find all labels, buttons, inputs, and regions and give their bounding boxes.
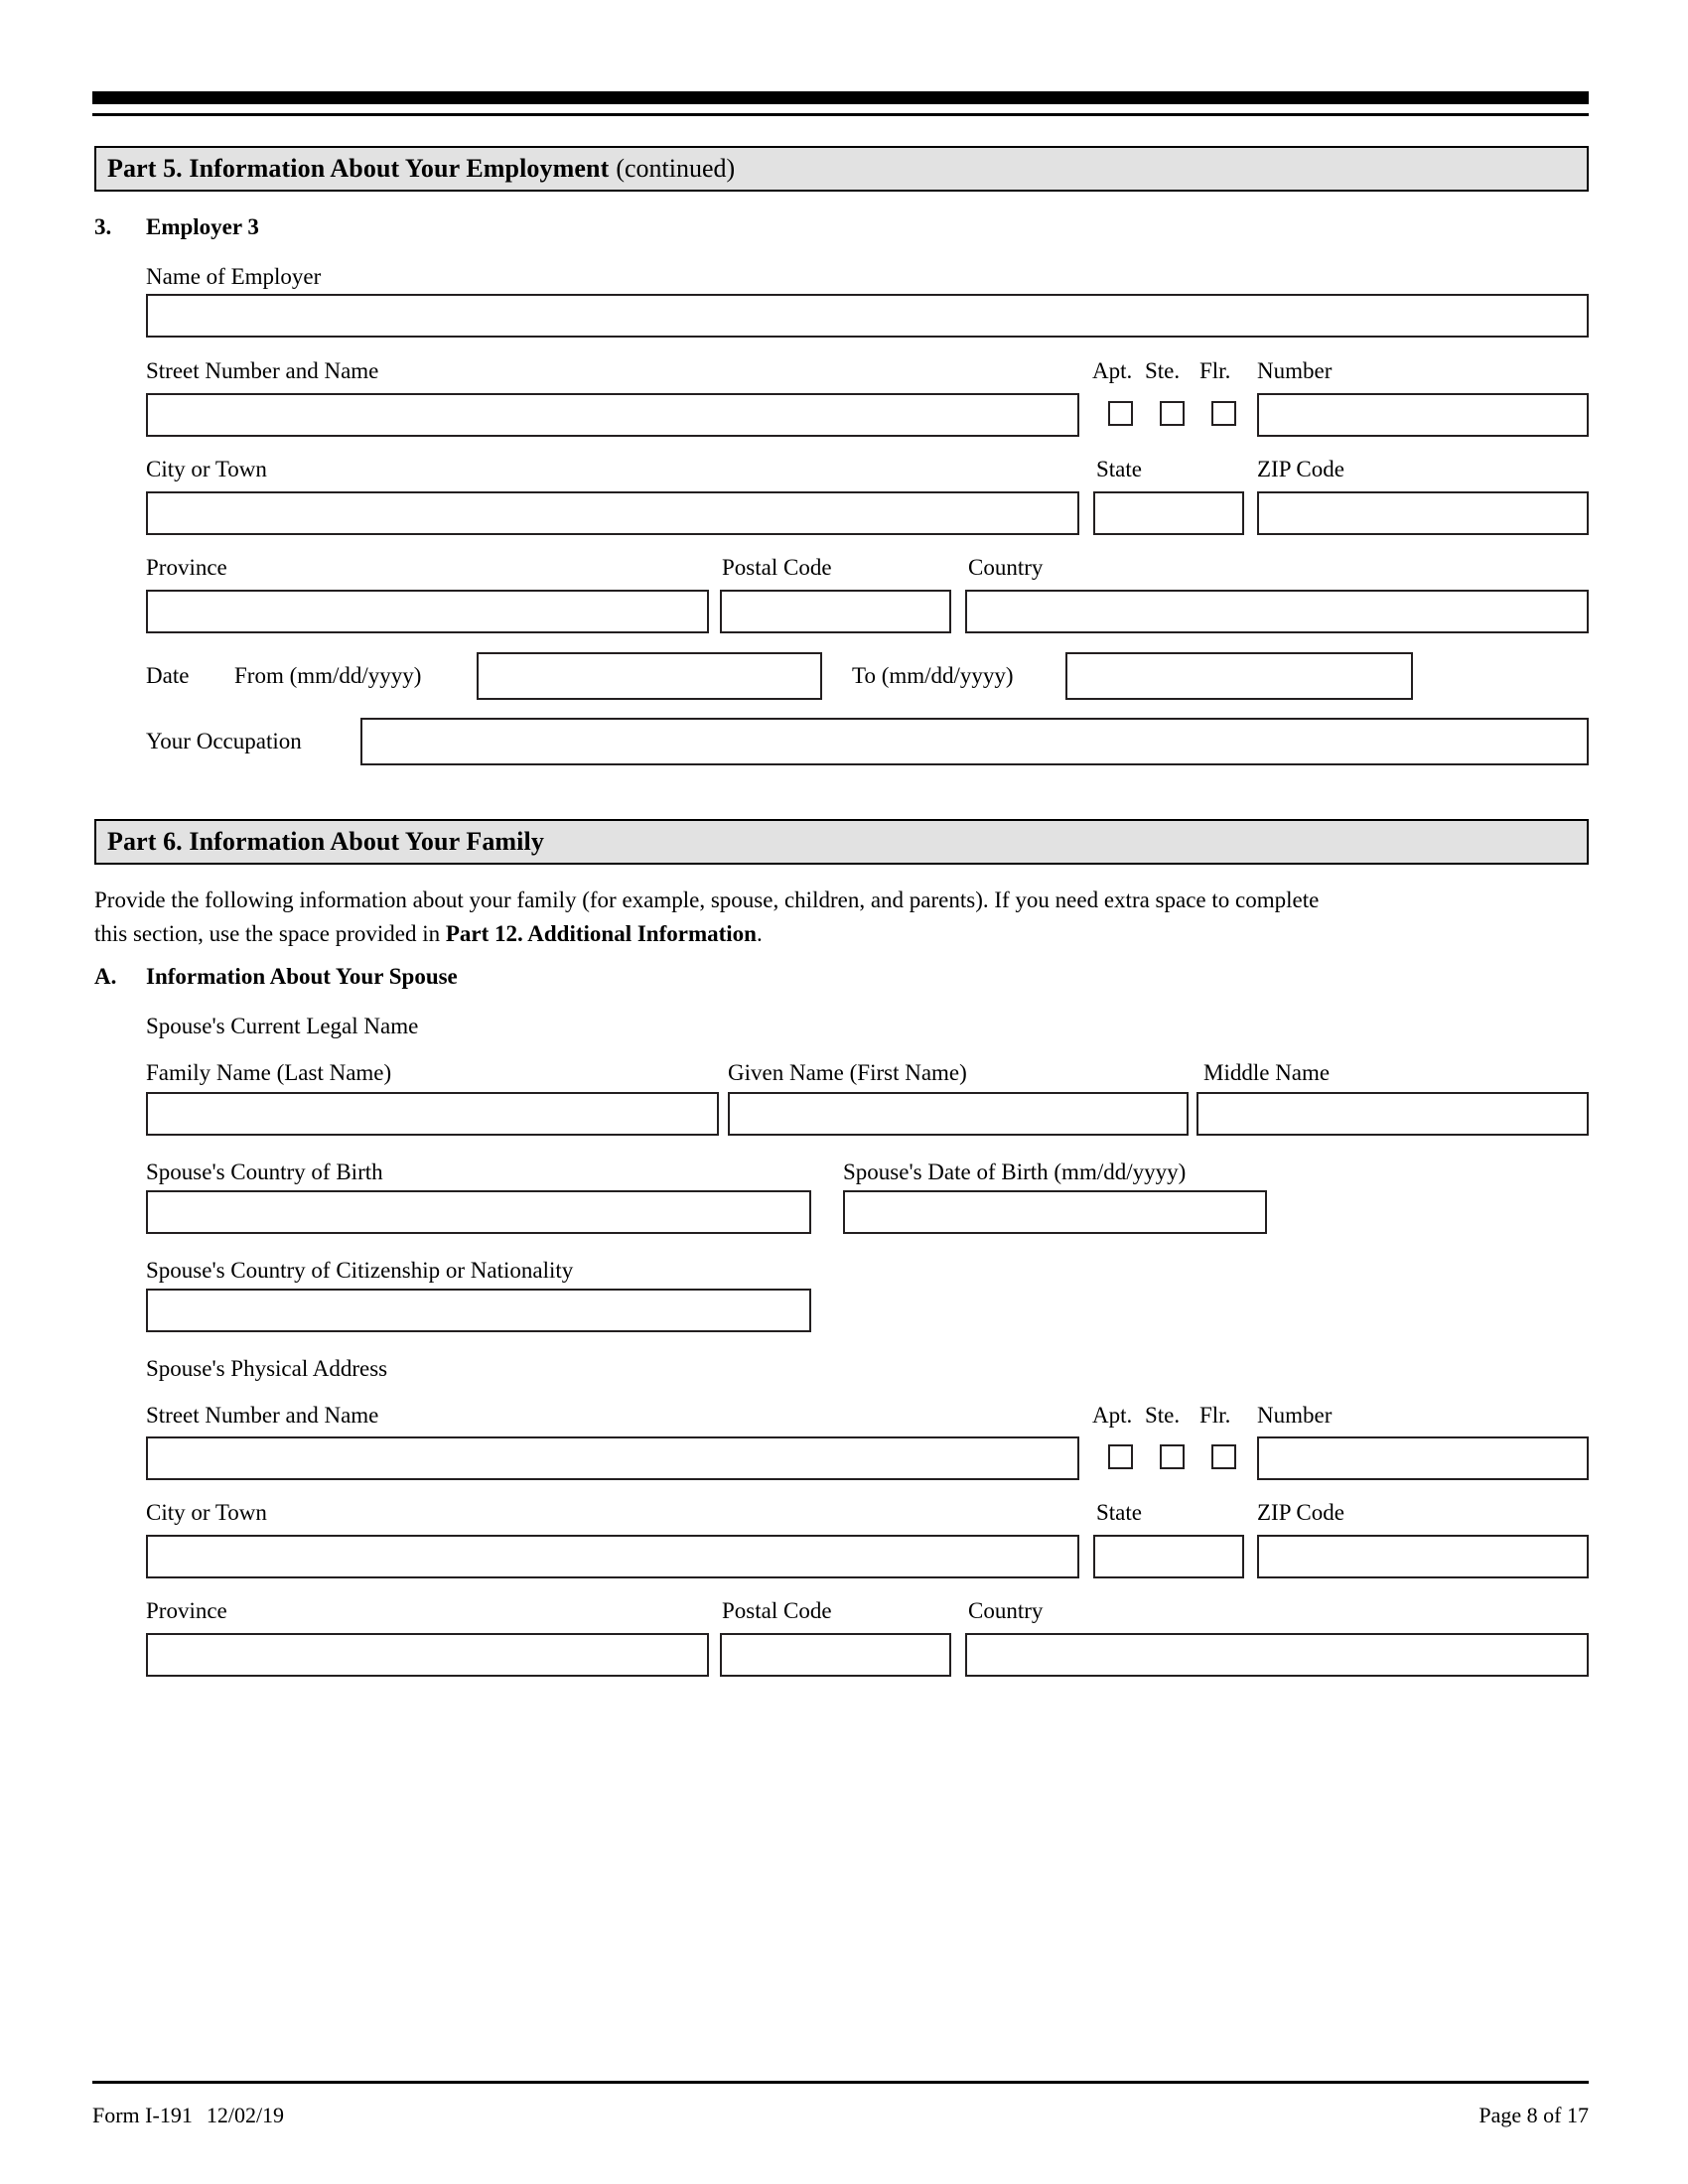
part6-header bbox=[94, 819, 1589, 865]
part5-item-title: Employer 3 bbox=[146, 214, 259, 239]
input-employer-state[interactable] bbox=[1093, 491, 1244, 535]
page-top-bar bbox=[92, 91, 1589, 104]
input-spouse-apt-number[interactable] bbox=[1257, 1436, 1589, 1480]
input-spouse-middle-name[interactable] bbox=[1196, 1092, 1589, 1136]
label-employer-occupation: Your Occupation bbox=[146, 729, 302, 753]
part6-intro-line2-pre: this section, use the space provided in bbox=[94, 921, 446, 946]
part6-intro-line1: Provide the following information about your family (for example, spouse, children, and parents). If you need extra space to complete bbox=[94, 887, 1320, 912]
checkbox-spouse-ste[interactable] bbox=[1160, 1444, 1185, 1469]
input-employer-occupation[interactable] bbox=[360, 718, 1589, 765]
label-spouse-physical-address: Spouse's Physical Address bbox=[146, 1356, 388, 1381]
label-spouse-apt: Apt. bbox=[1092, 1403, 1133, 1428]
label-spouse-legal-name: Spouse's Current Legal Name bbox=[146, 1014, 419, 1038]
label-employer-province: Province bbox=[146, 555, 227, 580]
part6-intro bbox=[94, 884, 1594, 951]
input-employer-country[interactable] bbox=[965, 590, 1589, 633]
checkbox-spouse-flr[interactable] bbox=[1211, 1444, 1236, 1469]
footer-rule bbox=[92, 2081, 1589, 2084]
part5-item-number: 3. bbox=[94, 214, 112, 239]
input-spouse-given-name[interactable] bbox=[728, 1092, 1189, 1136]
input-spouse-city[interactable] bbox=[146, 1535, 1079, 1578]
label-employer-date: Date bbox=[146, 663, 190, 688]
label-employer-state: State bbox=[1096, 457, 1142, 481]
input-spouse-citizenship[interactable] bbox=[146, 1289, 811, 1332]
input-employer-apt-number[interactable] bbox=[1257, 393, 1589, 437]
label-employer-ste: Ste. bbox=[1145, 358, 1181, 383]
label-spouse-country: Country bbox=[968, 1598, 1044, 1623]
label-employer-country: Country bbox=[968, 555, 1044, 580]
checkbox-employer-apt[interactable] bbox=[1108, 401, 1133, 426]
input-employer-city[interactable] bbox=[146, 491, 1079, 535]
label-spouse-postal-code: Postal Code bbox=[722, 1598, 832, 1623]
input-spouse-street[interactable] bbox=[146, 1436, 1079, 1480]
part5-header-title: Part 5. Information About Your Employment bbox=[107, 154, 610, 183]
label-employer-number: Number bbox=[1257, 358, 1333, 383]
label-name-of-employer: Name of Employer bbox=[146, 264, 322, 289]
label-spouse-ste: Ste. bbox=[1145, 1403, 1181, 1428]
label-employer-street: Street Number and Name bbox=[146, 358, 379, 383]
input-employer-province[interactable] bbox=[146, 590, 709, 633]
input-spouse-state[interactable] bbox=[1093, 1535, 1244, 1578]
label-spouse-country-of-birth: Spouse's Country of Birth bbox=[146, 1160, 383, 1184]
label-employer-zip: ZIP Code bbox=[1257, 457, 1344, 481]
label-spouse-citizenship: Spouse's Country of Citizenship or Nationality bbox=[146, 1258, 574, 1283]
footer-page-number: Page 8 of 17 bbox=[1478, 2103, 1589, 2127]
input-spouse-province[interactable] bbox=[146, 1633, 709, 1677]
label-employer-flr: Flr. bbox=[1199, 358, 1231, 383]
input-spouse-country-of-birth[interactable] bbox=[146, 1190, 811, 1234]
input-employer-zip[interactable] bbox=[1257, 491, 1589, 535]
label-spouse-province: Province bbox=[146, 1598, 227, 1623]
checkbox-employer-flr[interactable] bbox=[1211, 401, 1236, 426]
label-spouse-street: Street Number and Name bbox=[146, 1403, 379, 1428]
input-spouse-date-of-birth[interactable] bbox=[843, 1190, 1267, 1234]
part6-header-title: Part 6. Information About Your Family bbox=[107, 827, 544, 856]
input-spouse-family-name[interactable] bbox=[146, 1092, 719, 1136]
label-employer-date-to: To (mm/dd/yyyy) bbox=[852, 663, 1014, 688]
footer-form-info bbox=[92, 2103, 284, 2128]
footer-form-number: Form I-191 bbox=[92, 2103, 193, 2127]
footer-form-date: 12/02/19 bbox=[206, 2103, 285, 2127]
part6-section-title: Information About Your Spouse bbox=[146, 964, 458, 989]
input-employer-date-to[interactable] bbox=[1065, 652, 1413, 700]
input-employer-name[interactable] bbox=[146, 294, 1589, 338]
part6-intro-reference: Part 12. Additional Information bbox=[445, 921, 757, 946]
label-spouse-date-of-birth: Spouse's Date of Birth (mm/dd/yyyy) bbox=[843, 1160, 1187, 1184]
part5-header bbox=[94, 146, 1589, 192]
label-spouse-number: Number bbox=[1257, 1403, 1333, 1428]
checkbox-employer-ste[interactable] bbox=[1160, 401, 1185, 426]
label-spouse-family-name: Family Name (Last Name) bbox=[146, 1060, 392, 1085]
part5-header-continued: (continued) bbox=[616, 154, 736, 183]
label-employer-city: City or Town bbox=[146, 457, 267, 481]
label-spouse-flr: Flr. bbox=[1199, 1403, 1231, 1428]
label-spouse-state: State bbox=[1096, 1500, 1142, 1525]
label-employer-date-from: From (mm/dd/yyyy) bbox=[234, 663, 422, 688]
label-employer-apt: Apt. bbox=[1092, 358, 1133, 383]
label-spouse-zip: ZIP Code bbox=[1257, 1500, 1344, 1525]
label-spouse-city: City or Town bbox=[146, 1500, 267, 1525]
checkbox-spouse-apt[interactable] bbox=[1108, 1444, 1133, 1469]
label-employer-postal-code: Postal Code bbox=[722, 555, 832, 580]
input-employer-date-from[interactable] bbox=[477, 652, 822, 700]
label-spouse-given-name: Given Name (First Name) bbox=[728, 1060, 967, 1085]
input-spouse-postal-code[interactable] bbox=[720, 1633, 951, 1677]
part6-intro-line2-post: . bbox=[756, 921, 763, 946]
input-employer-street[interactable] bbox=[146, 393, 1079, 437]
input-spouse-zip[interactable] bbox=[1257, 1535, 1589, 1578]
page-top-rule bbox=[92, 113, 1589, 116]
label-spouse-middle-name: Middle Name bbox=[1203, 1060, 1331, 1085]
input-spouse-country[interactable] bbox=[965, 1633, 1589, 1677]
input-employer-postal-code[interactable] bbox=[720, 590, 951, 633]
part6-section-letter: A. bbox=[94, 964, 117, 989]
